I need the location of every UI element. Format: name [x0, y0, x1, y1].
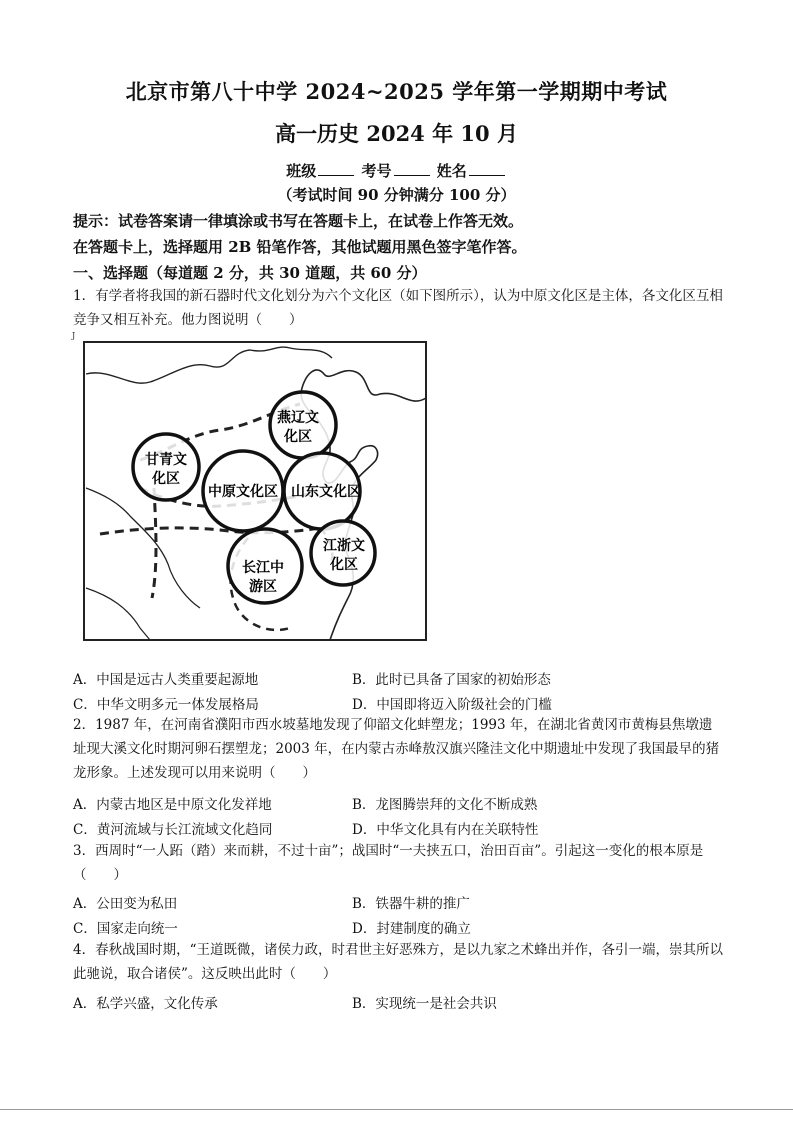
q4-option-a: A．私学兴盛，文化传承: [73, 996, 218, 1012]
class-label: 班级: [286, 162, 317, 180]
region-shandong-label: 山东文化区: [291, 484, 361, 500]
student-info-line: [0, 160, 793, 181]
section-heading: 一、选择题（每道题 2 分，共 30 道题，共 60 分）: [73, 264, 427, 282]
region-ganqing-label-2: 化区: [152, 471, 180, 487]
question-4-stem: 4．春秋战国时期，“王道既微，诸侯力政，时君世主好恶殊方，是以九家之术蜂出并作，各引一端，崇其所以此驰说，取合诸侯”。这反映出此时（ ）: [73, 942, 723, 982]
tip-line-1: 提示：试卷答案请一律填涂或书写在答题卡上，在试卷上作答无效。: [73, 212, 524, 230]
q2-option-b: B．龙图腾崇拜的文化不断成熟: [352, 797, 538, 813]
q3-option-b: B．铁器牛耕的推广: [352, 896, 470, 912]
name-blank: [469, 161, 505, 176]
exam-time: （考试时间 90 分钟满分 100 分）: [277, 186, 516, 204]
region-ganqing-label-1: 甘青文: [145, 452, 187, 468]
question-3-stem: 3．西周时“一人跖（踏）来而耕，不过十亩”；战国时“一夫挟五口，治田百亩”。引起这一变化的根本原是（ ）: [73, 843, 704, 883]
question-1-stem: 1．有学者将我国的新石器时代文化划分为六个文化区（如下图所示），认为中原文化区是主体，各文化区互相竞争又相互补充。他力图说明（ ）: [73, 288, 723, 328]
q2-option-c: C．黄河流域与长江流域文化趋同: [73, 822, 273, 838]
region-jiangzhe-label-2: 化区: [330, 557, 358, 573]
q2-option-d: D．中华文化具有内在关联特性: [352, 822, 539, 838]
name-label: 姓名: [436, 162, 467, 180]
class-blank: [318, 161, 354, 176]
region-jiangzhe-label-1: 江浙文: [323, 538, 365, 554]
q3-option-d: D．封建制度的确立: [352, 921, 471, 937]
exam-title: 北京市第八十中学 2024~2025 学年第一学期期中考试: [125, 79, 668, 104]
map-corner-mark: J: [72, 331, 76, 340]
q4-option-b: B．实现统一是社会共识: [352, 996, 497, 1012]
region-changjiang-label-1: 长江中: [242, 560, 284, 576]
q1-option-b: B．此时已具备了国家的初始形态: [352, 672, 551, 688]
region-yanliao-label-2: 化区: [284, 429, 312, 445]
q1-option-d: D．中国即将迈入阶级社会的门槛: [352, 697, 552, 713]
culture-region-map: [80, 338, 430, 643]
q2-option-a: A．内蒙古地区是中原文化发祥地: [73, 797, 272, 813]
region-changjiang-label-2: 游区: [249, 579, 277, 595]
number-blank: [394, 161, 430, 176]
region-zhongyuan-label: 中原文化区: [208, 484, 278, 500]
question-2-stem: 2．1987 年，在河南省濮阳市西水坡墓地发现了仰韶文化蚌塑龙；1993 年，在湖北省黄冈市黄梅县焦墩遗址现大溪文化时期河卵石摆塑龙；2003 年，在内蒙古赤峰敖汉旗兴隆洼文化中期遗址中发现了我国最早的猪龙形象。上述发现可以用来说明（ ）: [73, 717, 720, 781]
number-label: 考号: [361, 162, 392, 180]
region-yanliao-label-1: 燕辽文: [277, 410, 319, 426]
tip-line-2: 在答题卡上，选择题用 2B 铅笔作答，其他试题用黑色签字笔作答。: [73, 238, 527, 256]
exam-subtitle: 高一历史 2024 年 10 月: [275, 121, 518, 146]
q1-option-c: C．中华文明多元一体发展格局: [73, 697, 259, 713]
q3-option-c: C．国家走向统一: [73, 921, 178, 937]
page-bottom-rule: [0, 1109, 793, 1110]
q3-option-a: A．公田变为私田: [73, 896, 178, 912]
q1-option-a: A．中国是远古人类重要起源地: [73, 672, 259, 688]
